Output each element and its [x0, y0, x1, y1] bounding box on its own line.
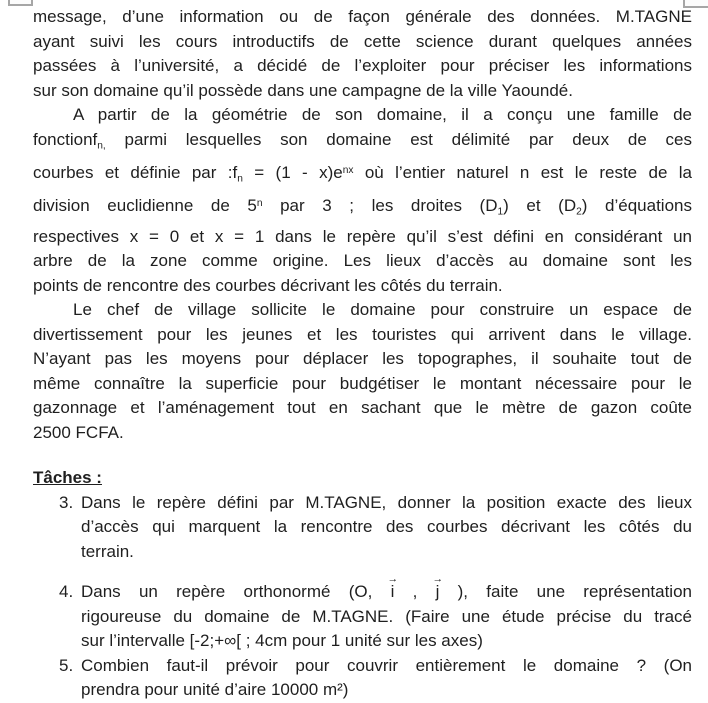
text-line: d’accès qui marquent la rencontre des courbes décrivant les côtés du: [81, 517, 692, 537]
superscript: nx: [342, 164, 354, 176]
text-line: ayant suivi les cours introductifs de cette science durant quelques années: [33, 31, 692, 51]
text-line: fonctionf$_{n,}$ parmi lesquelles son domaine est délimité par deux de ces: [33, 129, 692, 152]
text-line: N’ayant pas les moyens pour déplacer les topographes, il souhaite tout de: [33, 349, 692, 369]
list-item-number: 5.: [59, 655, 74, 675]
list-item-text: [81, 491, 692, 565]
vector-notation: → i: [387, 572, 398, 602]
text-line: division euclidienne de 5$^n$ par 3 ; les droites $(D_1)$ et $(D_2)$ d’équations: [33, 195, 692, 218]
text-line: divertissement pour les jeunes et les touristes qui arrivent dans le village.: [33, 324, 692, 344]
list-item: [59, 654, 692, 703]
list-item: [59, 491, 692, 565]
text-line: Dans le repère défini par M.TAGNE, donner la position exacte des lieux: [81, 492, 692, 512]
text-line: 2500 FCFA.: [33, 422, 124, 442]
list-item-number: 3.: [59, 492, 74, 512]
text-line: sur son domaine qu’il possède dans une campagne de la ville Yaoundé.: [33, 80, 573, 100]
vector-arrow-icon: →: [387, 572, 398, 585]
text-line: Combien faut-il prévoir pour couvrir entièrement le domaine ? (On: [81, 655, 692, 675]
superscript: n: [256, 197, 263, 209]
list-item-text: [81, 572, 692, 654]
text-line: gazonnage et l’aménagement tout en sachant que le mètre de gazon coûte: [33, 398, 692, 418]
text-line: rigoureuse du domaine de M.TAGNE. (Faire une étude précise du tracé: [81, 606, 692, 626]
vector-notation: → j: [432, 572, 443, 602]
text-line: prendra pour unité d’aire 10000 m²): [81, 680, 349, 700]
text-line: sur l’intervalle [-2;+∞[ ; 4cm pour 1 unité sur les axes): [81, 631, 483, 651]
text-line: terrain.: [81, 541, 134, 561]
text-line: A partir de la géométrie de son domaine, il a conçu une famille de: [73, 105, 692, 124]
text-line: respectives x = 0 et x = 1 dans le repère qu’il s’est défini en considérant un: [33, 226, 692, 246]
text-line: courbes et définie par $:f_n = (1 - x)e^{nx}$ où l’entier naturel n est le reste de la: [33, 162, 692, 185]
text-line: points de rencontre des courbes décrivant les côtés du terrain.: [33, 275, 503, 295]
vector-arrow-icon: →: [432, 572, 443, 585]
text-line: Dans un repère orthonormé (O, → i , → j ), faite une représentation: [81, 580, 692, 605]
subscript: 1: [497, 206, 504, 218]
subscript: n: [237, 173, 243, 185]
subscript: 2: [576, 206, 582, 218]
document-content: [33, 5, 692, 703]
tasks-heading: Tâches :: [33, 468, 102, 488]
list-item-number: 4.: [59, 582, 74, 602]
list-item-text: [81, 654, 692, 703]
subscript: n,: [97, 140, 106, 152]
selection-handle-left[interactable]: [8, 0, 33, 6]
text-line: arbre de la zone comme origine. Les lieux d’accès au domaine sont les: [33, 251, 692, 271]
text-line: passées à l’université, a décidé de l’exploiter pour préciser les informations: [33, 56, 692, 75]
text-line: message, d’une information ou de façon générale des données. M.TAGNE: [33, 7, 692, 26]
list-item: [59, 572, 692, 654]
text-line: même connaître la superficie pour budgétiser le montant nécessaire pour le: [33, 373, 692, 393]
text-line: Le chef de village sollicite le domaine pour construire un espace de: [73, 300, 692, 320]
